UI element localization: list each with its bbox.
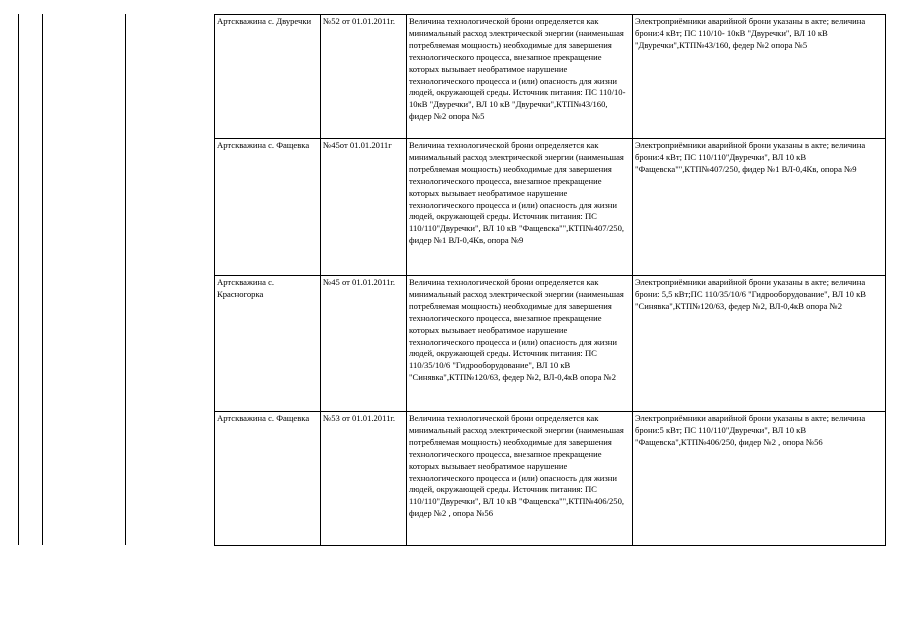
note-cell: Электроприёмники аварийной брони указаны в акте; величина брони:4 кВт; ПС 110/110"Двуречки", ВЛ 10 кВ "Фащевска"",КТП№407/250, фидер №1 ВЛ-0,4Кв, опора №9 <box>633 139 886 276</box>
table-row <box>215 15 886 139</box>
reserve-table <box>214 14 886 546</box>
act-cell: №53 от 01.01.2011г. <box>321 412 407 546</box>
table-row <box>215 139 886 276</box>
object-cell: Артскважина с. Фащевка <box>215 412 321 546</box>
description-cell: Величина технологической брони определяется как минимальный расход электрической энергии (наименьшая потребляемая мощность) необходимые для завершения технологического процесса, внезапное прекращение которых вызывает необратимое нарушение технологического процесса и (или) опасность для жизни людей, окружающей среды. Источник питания: ПС 110/35/10/6 "Гидрооборудование", ВЛ 10 кВ "Синявка",КТП№120/63, федер №2, ВЛ-0,4кВ опора №2 <box>407 276 633 412</box>
note-cell: Электроприёмники аварийной брони указаны в акте; величина брони:4 кВт; ПС 110/10- 10кВ "Двуречки", ВЛ 10 кВ "Двуречки",КТП№43/160, федер №2 опора №5 <box>633 15 886 139</box>
table-row <box>215 276 886 412</box>
description-cell: Величина технологической брони определяется как минимальный расход электрической энергии (наименьшая потребляемая мощность) необходимые для завершения технологического процесса, внезапное прекращение которых вызывает необратимое нарушение технологического процесса и (или) опасность для жизни людей, окружающей среды. Источник питания: ПС 110/110"Двуречки", ВЛ 10 кВ "Фащевска"",КТП№406/250, фидер №2 , опора №56 <box>407 412 633 546</box>
object-cell: Артскважина с. Красногорка <box>215 276 321 412</box>
description-cell: Величина технологической брони определяется как минимальный расход электрической энергии (наименьшая потребляемая мощность) необходимые для завершения технологического процесса, внезапное прекращение которых вызывает необратимое нарушение технологического процесса и (или) опасность для жизни людей, окружающей среды. Источник питания: ПС 110/110"Двуречки", ВЛ 10 кВ "Фащевска"",КТП№407/250, фидер №1 ВЛ-0,4Кв, опора №9 <box>407 139 633 276</box>
description-cell: Величина технологической брони определяется как минимальный расход электрической энергии (наименьшая потребляемая мощность) необходимые для завершения технологического процесса, внезапное прекращение которых вызывает необратимое нарушение технологического процесса и (или) опасность для жизни людей, окружающей среды. Источник питания: ПС 110/10- 10кВ "Двуречки", ВЛ 10 кВ "Двуречки",КТП№43/160, фидер №2 опора №5 <box>407 15 633 139</box>
left-column-border-3 <box>125 14 126 545</box>
table-row <box>215 412 886 546</box>
note-cell: Электроприёмники аварийной брони указаны в акте; величина брони: 5,5 кВт;ПС 110/35/10/6 "Гидрооборудование", ВЛ 10 кВ "Синявка",КТП№120/63, федер №2, ВЛ-0,4кВ опора №2 <box>633 276 886 412</box>
left-column-border-2 <box>42 14 43 545</box>
act-cell: №45 от 01.01.2011г. <box>321 276 407 412</box>
object-cell: Артскважина с. Фащевка <box>215 139 321 276</box>
note-cell: Электроприёмники аварийной брони указаны в акте; величина брони:5 кВт; ПС 110/110"Двуречки", ВЛ 10 кВ "Фащевска",КТП№406/250, фидер №2 , опора №56 <box>633 412 886 546</box>
object-cell: Артскважина с. Двуречки <box>215 15 321 139</box>
act-cell: №52 от 01.01.2011г. <box>321 15 407 139</box>
act-cell: №45от 01.01.2011г <box>321 139 407 276</box>
left-column-border-1 <box>18 14 19 545</box>
